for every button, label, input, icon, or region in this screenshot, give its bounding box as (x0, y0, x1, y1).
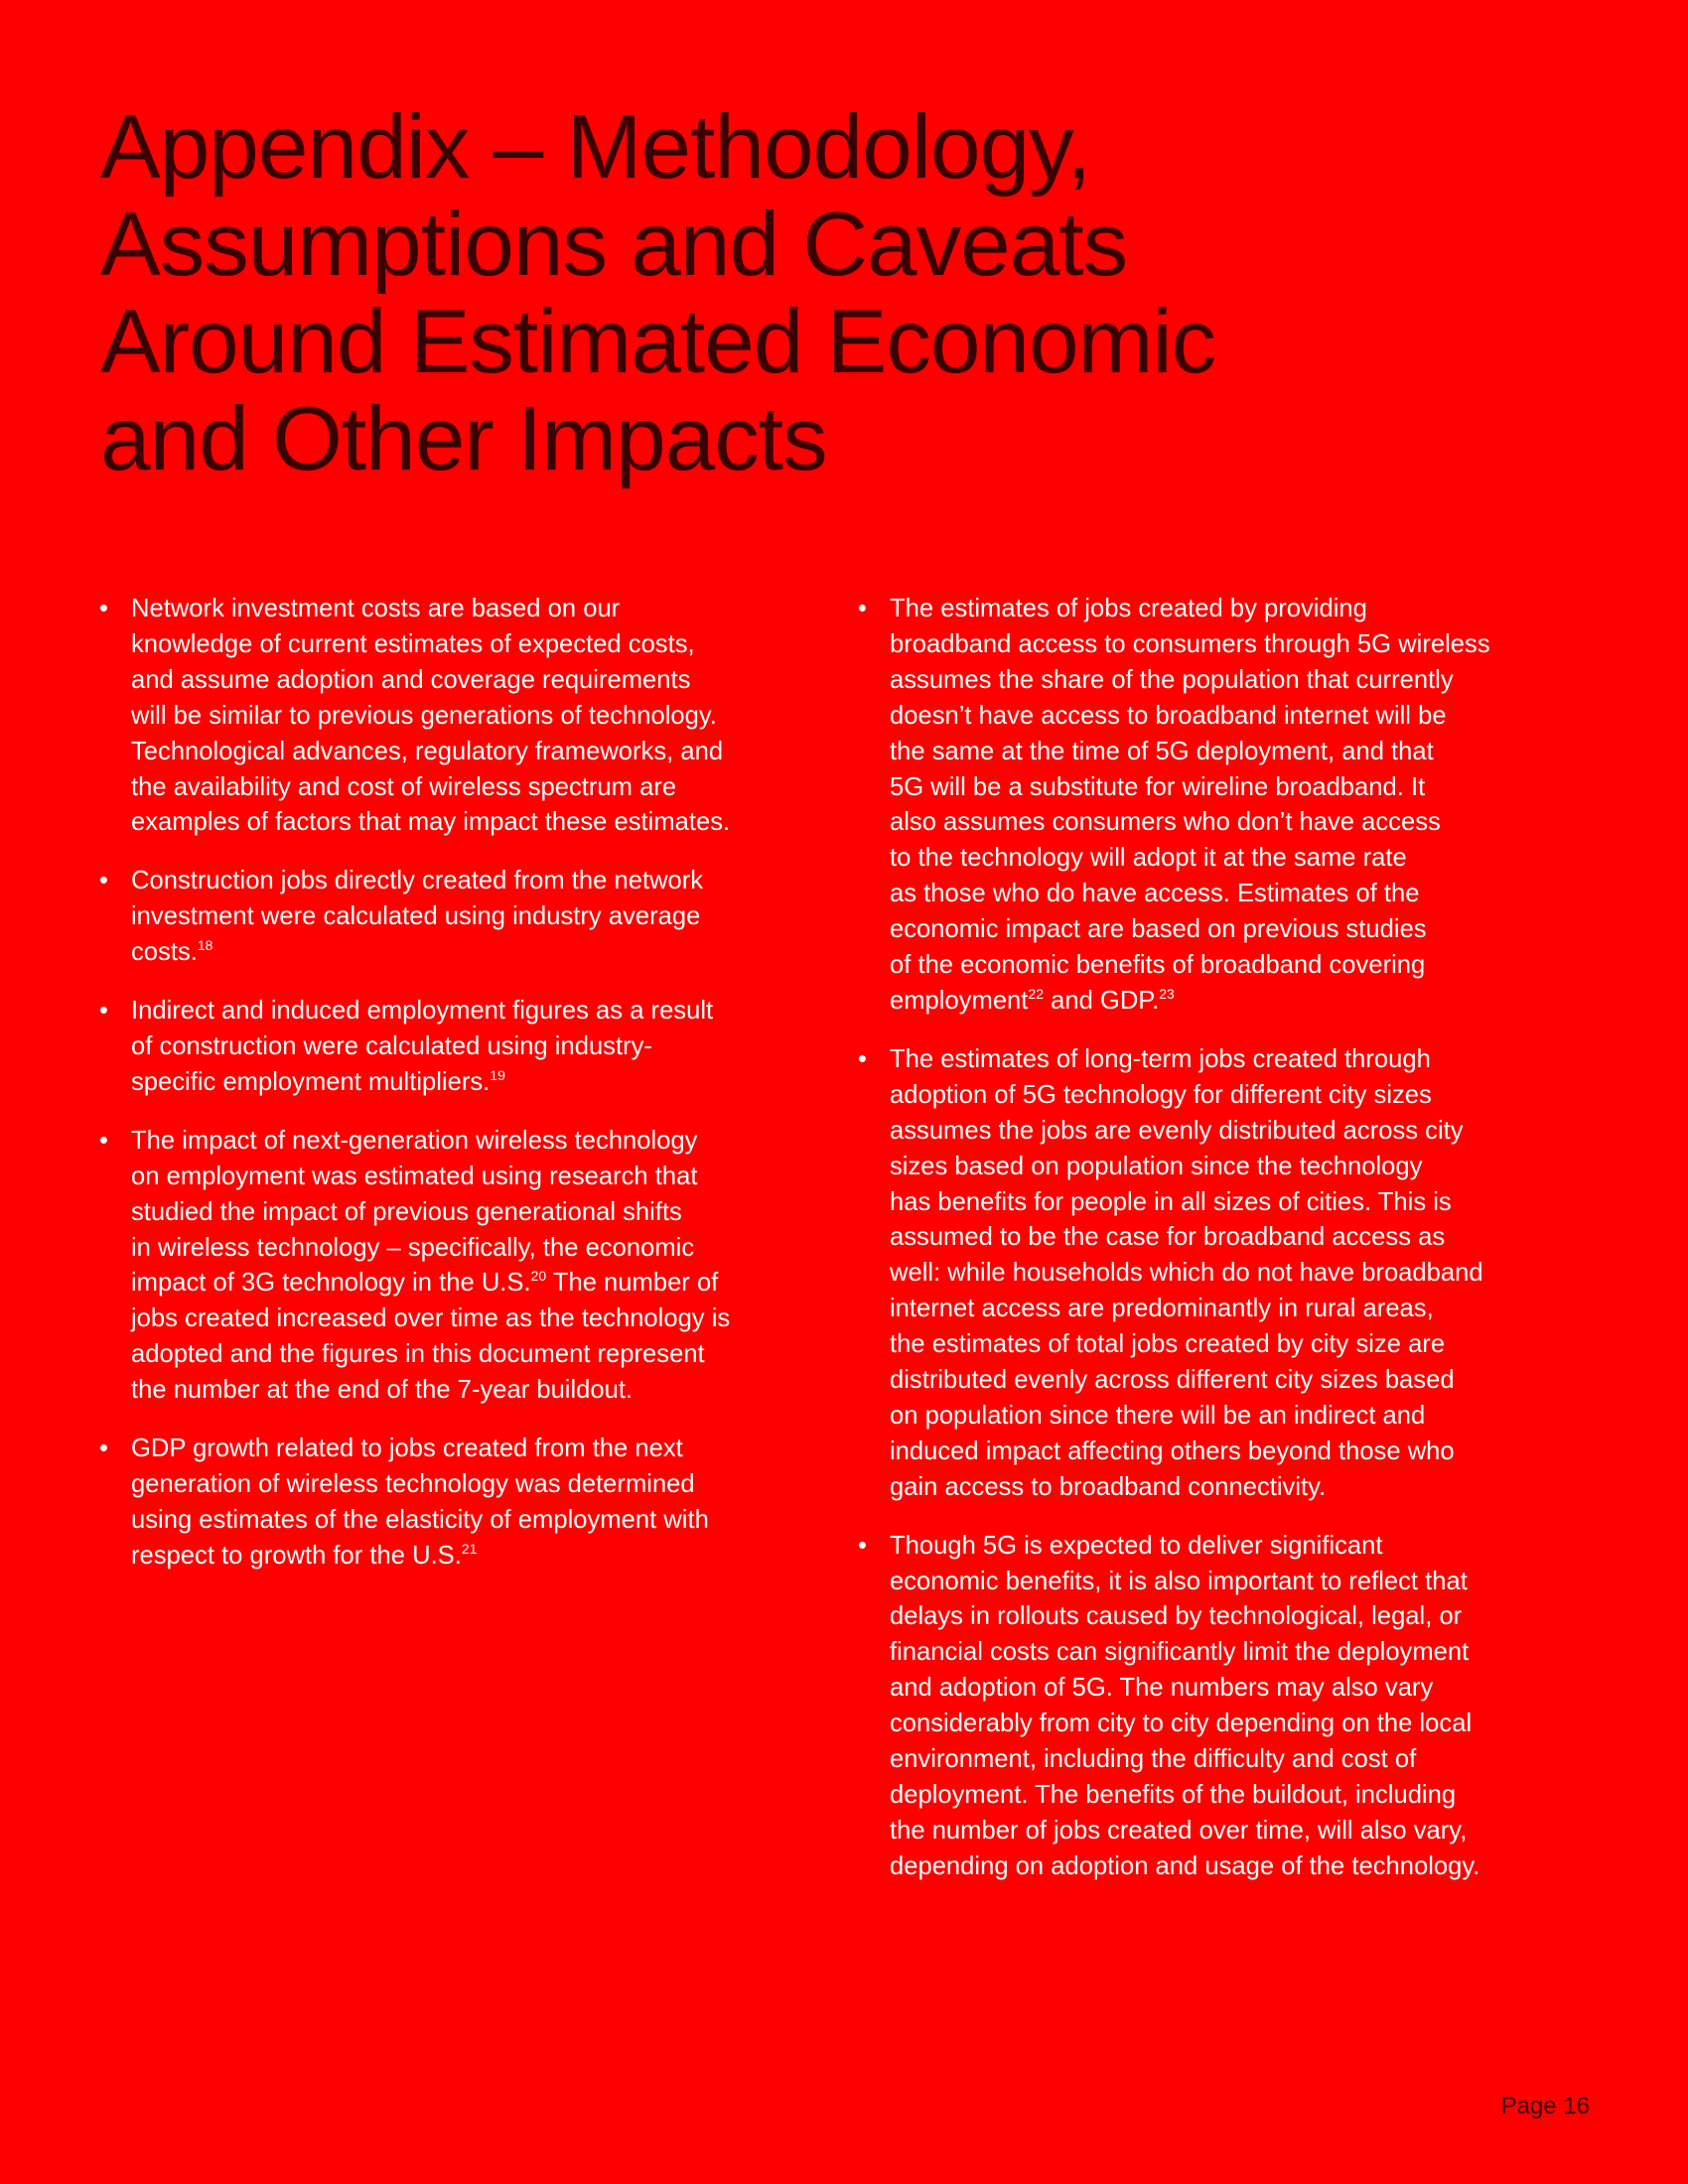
text-line (131, 1266, 834, 1301)
text-line: Network investment costs are based on our (131, 595, 621, 622)
text-line (890, 984, 1593, 1020)
page-title-line: Around Estimated Economic (100, 292, 1216, 392)
text-line (131, 935, 834, 971)
text-line: gain access to broadband connectivity. (890, 1472, 1327, 1501)
list-item (99, 592, 834, 841)
text-line: The estimates of long-term jobs created through (890, 1044, 1431, 1073)
text-fragment: impact of 3G technology in the U.S. (131, 1269, 531, 1297)
text-line: generation of wireless technology was determined (131, 1469, 695, 1498)
footnote-reference: 23 (1159, 985, 1175, 1002)
text-line: will be similar to previous generations of technology. (131, 701, 717, 730)
text-line: delays in rollouts caused by technological, legal, or (890, 1602, 1463, 1631)
text-line: sizes based on population since the technology (890, 1152, 1423, 1180)
text-fragment: The number of (546, 1269, 719, 1297)
text-line: distributed evenly across different city sizes based (890, 1366, 1455, 1395)
text-line: 5G will be a substitute for wireline broadband. It (890, 772, 1426, 801)
text-line: has benefits for people in all sizes of cities. This is (890, 1187, 1452, 1216)
text-line: GDP growth related to jobs created from the next (131, 1434, 683, 1463)
bullet-icon: • (858, 1044, 867, 1073)
text-line: the estimates of total jobs created by city size are (890, 1330, 1446, 1359)
text-line: Indirect and induced employment figures as a result (131, 997, 714, 1025)
text-fragment: and GDP. (1043, 986, 1160, 1015)
text-line: broadband access to consumers through 5G wireless (890, 629, 1490, 658)
text-fragment: specific employment multipliers. (131, 1067, 491, 1096)
text-line: in wireless technology – specifically, the economic (131, 1233, 695, 1262)
text-line: financial costs can significantly limit the deployment (890, 1638, 1470, 1667)
text-line: the availability and cost of wireless spectrum are (131, 772, 677, 801)
page-title-line: and Other Impacts (100, 389, 827, 489)
text-line: Though 5G is expected to deliver significant (890, 1531, 1383, 1560)
text-line: adoption of 5G technology for different city sizes (890, 1080, 1432, 1109)
text-line: assumes the jobs are evenly distributed across city (890, 1116, 1464, 1145)
bullet-icon: • (99, 867, 108, 895)
text-line: considerably from city to city depending on the local (890, 1709, 1473, 1738)
text-line: assumed to be the case for broadband access as (890, 1223, 1446, 1252)
footnote-reference: 21 (461, 1540, 478, 1557)
bullet-icon: • (858, 1531, 867, 1560)
text-line: also assumes consumers who don’t have access (890, 808, 1441, 837)
page-number: Page 16 (1500, 2093, 1590, 2119)
bullet-icon: • (99, 1126, 108, 1155)
list-item (858, 1529, 1593, 1885)
list-item (99, 864, 834, 971)
text-line: to the technology will adopt it at the same rate (890, 844, 1407, 873)
text-line: deployment. The benefits of the buildout, including (890, 1781, 1457, 1809)
text-line (131, 1539, 834, 1574)
text-line: The estimates of jobs created by providing (890, 595, 1367, 622)
text-line: internet access are predominantly in rural areas, (890, 1295, 1434, 1323)
footnote-reference: 19 (490, 1066, 505, 1083)
list-item (99, 1124, 834, 1409)
text-line: of construction were calculated using industry- (131, 1031, 652, 1060)
text-line: as those who do have access. Estimates of the (890, 880, 1420, 908)
list-item (99, 1432, 834, 1574)
text-line: and assume adoption and coverage requirements (131, 665, 691, 694)
text-line: doesn’t have access to broadband internet will be (890, 701, 1447, 730)
text-line: economic benefits, it is also important to reflect that (890, 1567, 1468, 1595)
text-fragment: employment (890, 986, 1029, 1015)
text-line: Construction jobs directly created from the network (131, 867, 704, 895)
list-item (99, 994, 834, 1101)
page-title (100, 99, 1490, 488)
bullet-icon: • (99, 1434, 108, 1463)
text-line (131, 1065, 834, 1101)
text-line: the same at the time of 5G deployment, and that (890, 737, 1434, 765)
text-line: the number of jobs created over time, will also vary, (890, 1816, 1468, 1844)
footnote-reference: 18 (197, 937, 213, 954)
text-line: well: while households which do not have broadband (890, 1259, 1483, 1288)
page-title-line: Assumptions and Caveats (100, 195, 1128, 295)
list-item (858, 1042, 1593, 1506)
text-line: examples of factors that may impact these estimates. (131, 808, 731, 837)
text-line: knowledge of current estimates of expected costs, (131, 629, 695, 658)
text-line: Technological advances, regulatory frameworks, and (131, 737, 724, 765)
left-column (99, 592, 834, 1597)
text-fragment: respect to growth for the U.S. (131, 1541, 462, 1570)
page-title-line: Appendix – Methodology, (100, 97, 1091, 198)
text-line: economic impact are based on previous studies (890, 915, 1427, 944)
text-line: and adoption of 5G. The numbers may also vary (890, 1674, 1434, 1703)
bullet-icon: • (858, 595, 867, 622)
text-line: adopted and the figures in this document represent (131, 1340, 705, 1369)
text-line: on population since there will be an indirect and (890, 1401, 1426, 1430)
bullet-icon: • (99, 997, 108, 1025)
text-line: induced impact affecting others beyond those who (890, 1436, 1455, 1465)
text-line: investment were calculated using industry average (131, 902, 701, 931)
text-line: studied the impact of previous generational shifts (131, 1197, 682, 1226)
text-line: using estimates of the elasticity of employment with (131, 1505, 709, 1534)
text-fragment: costs. (131, 938, 198, 967)
list-item (858, 592, 1593, 1020)
text-line: on employment was estimated using research that (131, 1161, 698, 1190)
text-line: of the economic benefits of broadband covering (890, 951, 1426, 980)
text-line: The impact of next-generation wireless technology (131, 1126, 698, 1155)
text-line: assumes the share of the population that currently (890, 665, 1454, 694)
footnote-reference: 20 (530, 1268, 547, 1285)
text-line: the number at the end of the 7-year buildout. (131, 1376, 633, 1405)
text-line: jobs created increased over time as the technology is (131, 1304, 731, 1333)
bullet-icon: • (99, 595, 108, 622)
text-line: depending on adoption and usage of the technology. (890, 1851, 1480, 1880)
text-line: environment, including the difficulty and cost of (890, 1745, 1417, 1774)
footnote-reference: 22 (1028, 985, 1044, 1002)
right-column (858, 592, 1593, 1908)
